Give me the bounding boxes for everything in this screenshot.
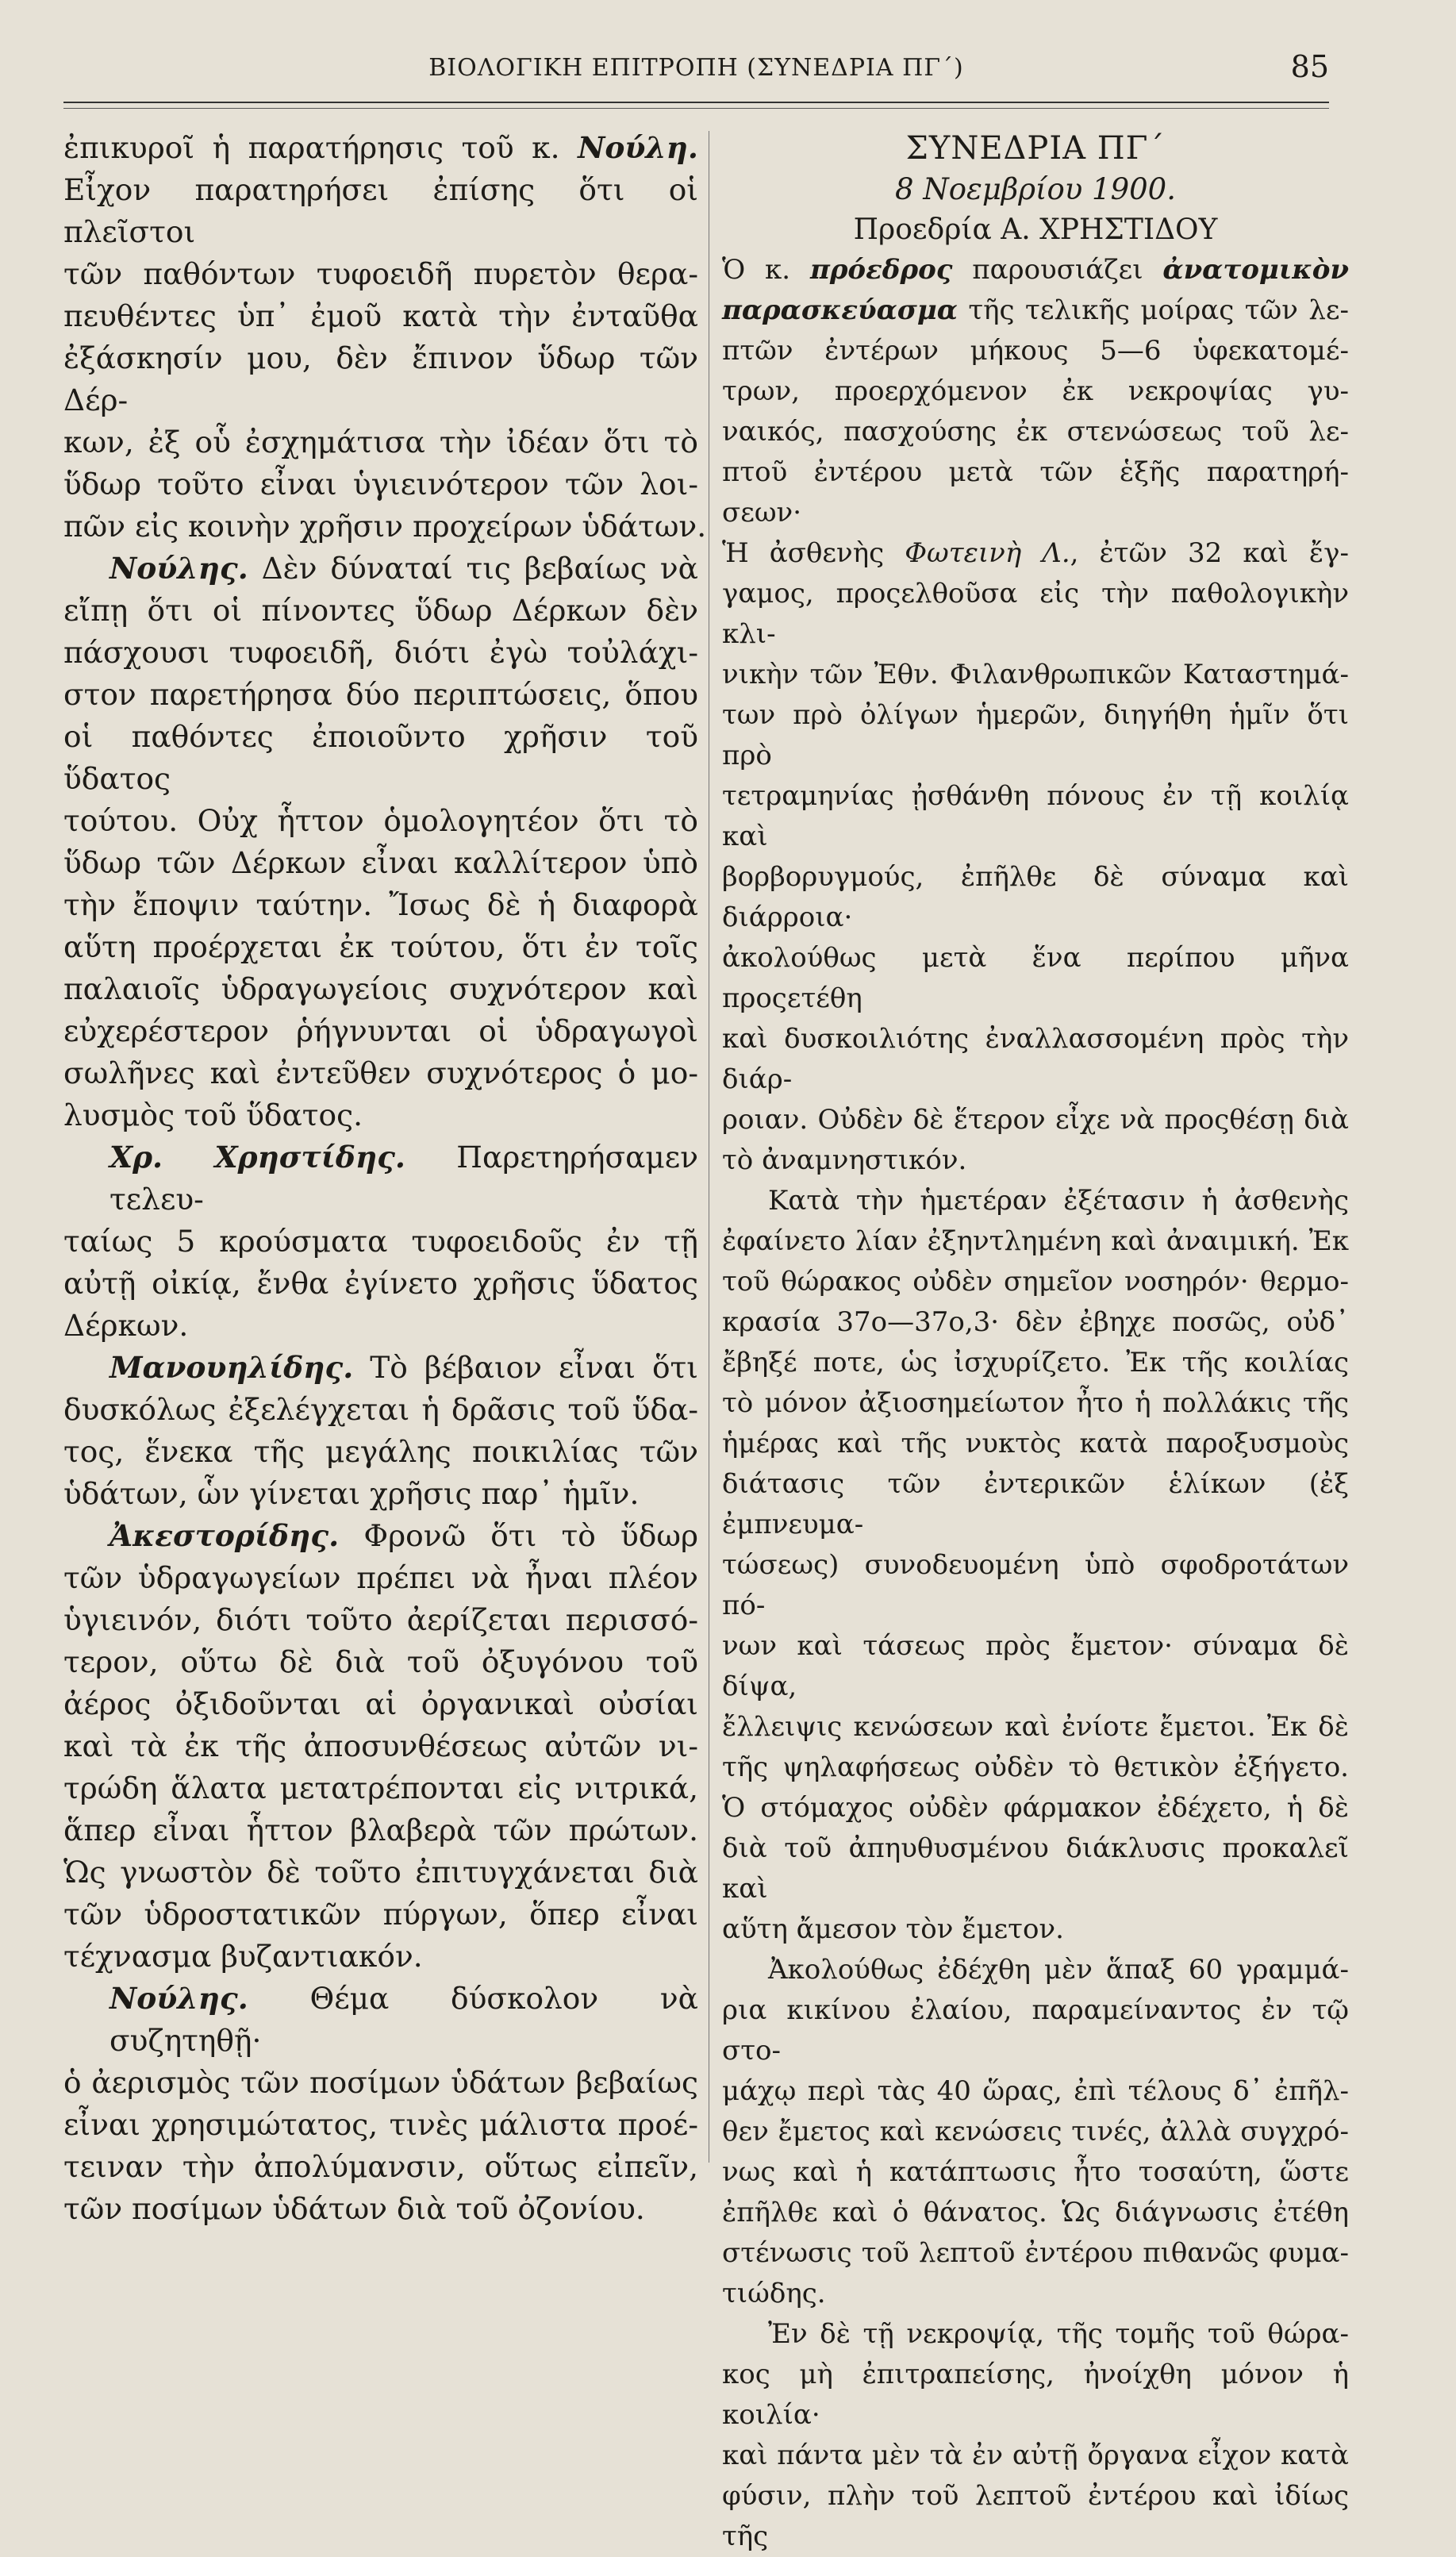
text-line: νως καὶ ἡ κατάπτωσις ἦτο τοσαύτη, ὥστε xyxy=(722,2156,1349,2188)
text-line: πτῶν ἐντέρων μήκους 5—6 ὑφεκατομέ- xyxy=(722,335,1349,367)
text-line: αὕτη ἄμεσον τὸν ἔμετον. xyxy=(722,1913,1064,1945)
text-line: ὁ ἀερισμὸς τῶν ποσίμων ὑδάτων βεβαίως xyxy=(63,2065,698,2100)
text-line: ταίως 5 κρούσματα τυφοειδοῦς ἐν τῇ xyxy=(63,1224,698,1259)
text-line: πευθέντες ὑπ᾽ ἐμοῦ κατὰ τὴν ἐνταῦθα xyxy=(63,298,698,333)
patient-name: Φωτεινὴ Λ. xyxy=(905,537,1070,569)
text-line: τρων, προερχόμενον ἐκ νεκροψίας γυ- xyxy=(722,375,1349,407)
text-line: κρασία 37ο—37ο,3· δὲν ἐβηχε ποσῶς, οὐδ᾽ xyxy=(722,1306,1349,1338)
text-line: πτοῦ ἐντέρου μετὰ τῶν ἑξῆς παρατηρή- xyxy=(722,456,1349,488)
text-line: Ἀκολούθως ἐδέχθη μὲν ἅπαξ 60 γραμμά- xyxy=(768,1954,1349,1986)
text-line: τούτου. Οὐχ ἧττον ὁμολογητέον ὅτι τὸ xyxy=(63,803,698,838)
text-line: παρασκεύασμα τῆς τελικῆς μοίρας τῶν λε- xyxy=(722,294,1349,326)
text-line: ἐπῆλθε καὶ ὁ θάνατος. Ὡς διάγνωσις ἐτέθη xyxy=(722,2197,1349,2228)
text-line: τιώδης. xyxy=(722,2278,826,2309)
text-line: ἐξάσκησίν μου, δὲν ἔπινον ὕδωρ τῶν Δέρ- xyxy=(63,340,698,417)
text-line: τῆς ψηλαφήσεως οὐδὲν τὸ θετικὸν ἐξήγετο. xyxy=(722,1751,1349,1783)
text-line: τῶν ὑδραγωγείων πρέπει νὰ ἦναι πλέον xyxy=(63,1560,698,1595)
left-column xyxy=(63,127,707,2226)
text-line: Κατὰ τὴν ἡμετέραν ἐξέτασιν ἡ ἀσθενὴς xyxy=(768,1185,1349,1217)
text-line: δυσκόλως ἐξελέγχεται ἡ δρᾶσις τοῦ ὕδα- xyxy=(63,1392,698,1427)
text-line: αὐτῇ οἰκίᾳ, ἔνθα ἐγίνετο χρῆσις ὕδατος xyxy=(63,1266,698,1301)
text-line: Νούλης. Δὲν δύναταί τις βεβαίως νὰ xyxy=(109,551,699,586)
text-line: τῶν παθόντων τυφοειδῆ πυρετὸν θερα- xyxy=(63,256,698,291)
text-line: φύσιν, πλὴν τοῦ λεπτοῦ ἐντέρου καὶ ἰδίως τῆς xyxy=(722,2480,1349,2552)
text-line: ναικός, πασχούσης ἐκ στενώσεως τοῦ λε- xyxy=(722,416,1349,448)
text-line: Χρ. Χρηστίδης. Παρετηρήσαμεν τελευ- xyxy=(109,1140,698,1217)
header-rule xyxy=(63,102,1329,109)
text-line: αὕτη προέρχεται ἐκ τούτου, ὅτι ἐν τοῖς xyxy=(63,929,698,964)
session-title: ΣΥΝΕΔΡΙΑ ΠΓ΄ xyxy=(905,130,1166,167)
text-line: τειναν τὴν ἀπολύμανσιν, οὕτως εἰπεῖν, xyxy=(63,2149,698,2184)
text-line: Δέρκων. xyxy=(63,1308,189,1343)
text-line: πῶν εἰς κοινὴν χρῆσιν προχείρων ὑδάτων. xyxy=(63,509,707,544)
text-line: των πρὸ ὀλίγων ἡμερῶν, διηγήθη ἡμῖν ὅτι πρὸ xyxy=(722,699,1349,771)
text-line: τρώδη ἅλατα μετατρέπονται εἰς νιτρικά, xyxy=(63,1771,698,1805)
text-line: ὕδωρ τῶν Δέρκων εἶναι καλλίτερον ὑπὸ xyxy=(63,845,698,880)
text-line: εὐχερέστερον ῥήγνυνται οἱ ὑδραγωγοὶ xyxy=(63,1013,698,1048)
text-line: Νούλης. Θέμα δύσκολον νὰ συζητηθῇ· xyxy=(109,1981,699,2058)
text-line: Ὁ κ. πρόεδρος παρουσιάζει ἀνατομικὸν xyxy=(722,254,1349,286)
text-line: Ὁ στόμαχος οὐδὲν φάρμακον ἐδέχετο, ἡ δὲ xyxy=(722,1792,1349,1824)
text-line: ἀέρος ὀξιδοῦνται αἱ ὀργανικαὶ οὐσίαι xyxy=(63,1686,698,1721)
emphasis: παρασκεύασμα xyxy=(722,294,958,326)
text-line: τὸ ἀναμνηστικόν. xyxy=(722,1144,967,1176)
text-line: Ἐν δὲ τῇ νεκροψίᾳ, τῆς τομῆς τοῦ θώρα- xyxy=(768,2318,1349,2350)
speaker-name: Νούλη. xyxy=(578,130,698,165)
text-line: καὶ δυσκοιλιότης ἐναλλασσομένη πρὸς τὴν διάρ- xyxy=(722,1023,1349,1095)
text-line: καὶ τὰ ἐκ τῆς ἀποσυνθέσεως αὐτῶν νι- xyxy=(63,1728,698,1763)
text-line: πάσχουσι τυφοειδῆ, διότι ἐγὼ τοὐλάχι- xyxy=(63,635,698,670)
text-line: τῶν ποσίμων ὑδάτων διὰ τοῦ ὀζονίου. xyxy=(63,2191,645,2226)
text-line: καὶ πάντα μὲν τὰ ἐν αὐτῇ ὄργανα εἶχον κατὰ xyxy=(722,2440,1349,2471)
text-line: τέχνασμα βυζαντιακόν. xyxy=(63,1939,423,1974)
text-line: ἅπερ εἶναι ἧττον βλαβερὰ τῶν πρώτων. xyxy=(63,1813,698,1848)
text-line: ὑδάτων, ὧν γίνεται χρῆσις παρ᾽ ἡμῖν. xyxy=(63,1476,640,1511)
session-date: 8 Νοεμβρίου 1900. xyxy=(895,172,1176,206)
text-line: ρια κικίνου ἐλαίου, παραμείναντος ἐν τῷ στο- xyxy=(722,1994,1349,2067)
speaker-name: Ἀκεστορίδης. xyxy=(109,1518,340,1553)
right-column xyxy=(722,127,1349,2552)
text-line: θεν ἔμετος καὶ κενώσεις τινές, ἀλλὰ συγχρό- xyxy=(722,2116,1349,2147)
text-line: στον παρετήρησα δύο περιπτώσεις, ὅπου xyxy=(63,677,698,712)
text-line: νων καὶ τάσεως πρὸς ἔμετον· σύναμα δὲ δίψα, xyxy=(722,1630,1349,1702)
text-line: παλαιοῖς ὑδραγωγείοις συχνότερον καὶ xyxy=(63,971,698,1006)
page-header xyxy=(63,49,1329,97)
page-number: 85 xyxy=(1290,49,1329,84)
text-line: ἐπικυροῖ ἡ παρατήρησις τοῦ κ. Νούλη. xyxy=(63,130,698,165)
text-line: Ἀκεστορίδης. Φρονῶ ὅτι τὸ ὕδωρ xyxy=(109,1518,698,1553)
text-line: Ἡ ἀσθενὴς Φωτεινὴ Λ., ἐτῶν 32 καὶ ἔγ- xyxy=(722,537,1349,569)
text-line: ἀκολούθως μετὰ ἕνα περίπου μῆνα προςετέθη xyxy=(722,942,1349,1014)
text-line: μάχῳ περὶ τὰς 40 ὥρας, ἐπὶ τέλους δ᾽ ἐπῆλ- xyxy=(722,2075,1349,2107)
text-line: Μανουηλίδης. Τὸ βέβαιον εἶναι ὅτι xyxy=(109,1350,698,1385)
text-line: ροιαν. Οὐδὲν δὲ ἕτερον εἶχε νὰ προςθέσῃ διὰ xyxy=(722,1104,1349,1136)
emphasis: πρόεδρος xyxy=(809,254,953,286)
text-line: οἱ παθόντες ἐποιοῦντο χρῆσιν τοῦ ὕδατος xyxy=(63,719,698,796)
text-line: ὕδωρ τοῦτο εἶναι ὑγιεινότερον τῶν λοι- xyxy=(63,467,698,502)
text-line: τοῦ θώρακος οὐδὲν σημεῖον νοσηρόν· θερμο- xyxy=(722,1266,1349,1298)
running-title: ΒΙΟΛΟΓΙΚΗ ΕΠΙΤΡΟΠΗ (ΣΥΝΕΔΡΙΑ ΠΓ΄) xyxy=(428,54,964,82)
speaker-name: Νούλης. xyxy=(109,551,248,586)
text-line: ἔβηξέ ποτε, ὡς ἰσχυρίζετο. Ἐκ τῆς κοιλίας xyxy=(722,1347,1349,1378)
text-line: ἐφαίνετο λίαν ἐξηντλημένη καὶ ἀναιμική. Ἐκ xyxy=(722,1225,1349,1257)
text-line: τερον, οὕτω δὲ διὰ τοῦ ὀξυγόνου τοῦ xyxy=(63,1644,698,1679)
text-line: εἶναι χρησιμώτατος, τινὲς μάλιστα προέ- xyxy=(63,2107,698,2142)
text-line: τετραμηνίας ᾐσθάνθη πόνους ἐν τῇ κοιλίᾳ καὶ xyxy=(722,780,1349,852)
text-line: διὰ τοῦ ἀπηυθυσμένου διάκλυσις προκαλεῖ καὶ xyxy=(722,1832,1349,1905)
text-line: διάτασις τῶν ἐντερικῶν ἑλίκων (ἐξ ἐμπνευμα- xyxy=(722,1468,1349,1540)
text-line: κων, ἐξ οὗ ἐσχημάτισα τὴν ἰδέαν ὅτι τὸ xyxy=(63,425,698,459)
text-line: τώσεως) συνοδευομένη ὑπὸ σφοδροτάτων πό- xyxy=(722,1549,1349,1621)
speaker-name: Μανουηλίδης. xyxy=(109,1350,354,1385)
text-line: βορβορυγμούς, ἐπῆλθε δὲ σύναμα καὶ διάρροια· xyxy=(722,861,1349,933)
text-line: ἡμέρας καὶ τῆς νυκτὸς κατὰ παροξυσμοὺς xyxy=(722,1428,1349,1459)
text-line: Εἶχον παρατηρήσει ἐπίσης ὅτι οἱ πλεῖστοι xyxy=(63,172,698,249)
speaker-name: Νούλης. xyxy=(109,1981,248,2016)
text-line: γαμος, προςελθοῦσα εἰς τὴν παθολογικὴν κλι- xyxy=(722,578,1349,650)
text-line: σωλῆνες καὶ ἐντεῦθεν συχνότερος ὁ μο- xyxy=(63,1055,698,1090)
text-line: Ὡς γνωστὸν δὲ τοῦτο ἐπιτυγχάνεται διὰ xyxy=(63,1855,698,1890)
text-line: στένωσις τοῦ λεπτοῦ ἐντέρου πιθανῶς φυμα- xyxy=(722,2237,1349,2269)
text-line: τῶν ὑδροστατικῶν πύργων, ὅπερ εἶναι xyxy=(63,1897,698,1932)
text-line: ἔλλειψις κενώσεων καὶ ἐνίοτε ἔμετοι. Ἐκ δὲ xyxy=(722,1711,1349,1743)
text-line: σεων· xyxy=(722,497,802,529)
text-line: τὴν ἔποψιν ταύτην. Ἴσως δὲ ἡ διαφορὰ xyxy=(63,887,698,922)
text-line: λυσμὸς τοῦ ὕδατος. xyxy=(63,1098,363,1132)
session-chair: Προεδρία Α. ΧΡΗΣΤΙΔΟΥ xyxy=(853,213,1218,246)
text-line: τὸ μόνον ἀξιοσημείωτον ἦτο ἡ πολλάκις τῆς xyxy=(722,1387,1349,1419)
text-line: ὑγιεινόν, διότι τοῦτο ἀερίζεται περισσό- xyxy=(63,1602,698,1637)
text-line: εἴπῃ ὅτι οἱ πίνοντες ὕδωρ Δέρκων δὲν xyxy=(63,593,698,628)
speaker-name: Χρ. Χρηστίδης. xyxy=(109,1140,405,1175)
text-line: κος μὴ ἐπιτραπείσης, ἠνοίχθη μόνον ἡ κοιλία· xyxy=(722,2359,1349,2431)
emphasis: ἀνατομικὸν xyxy=(1162,254,1349,286)
text-line: τος, ἕνεκα τῆς μεγάλης ποικιλίας τῶν xyxy=(63,1434,698,1469)
text-line: νικὴν τῶν Ἐθν. Φιλανθρωπικῶν Καταστημά- xyxy=(722,659,1349,690)
